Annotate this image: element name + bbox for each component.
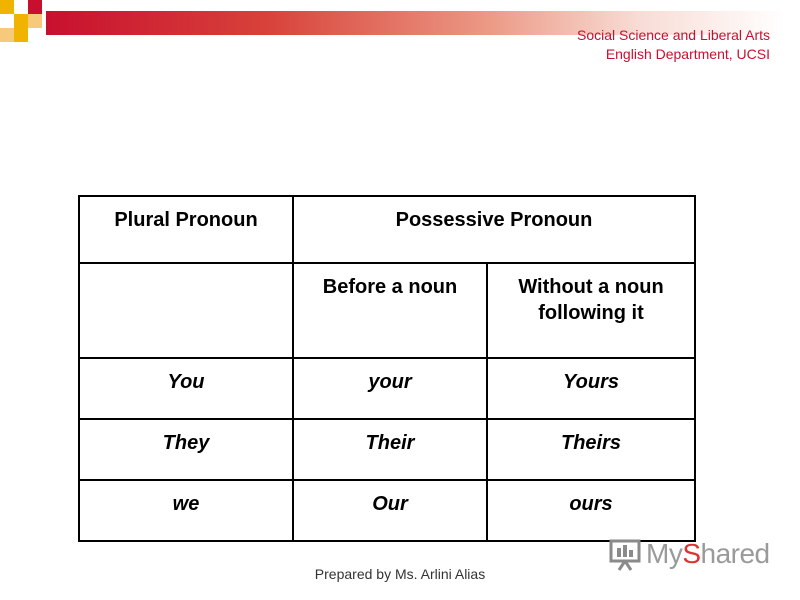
footer-credit: Prepared by Ms. Arlini Alias xyxy=(314,566,486,582)
without-noun-cell: Yours xyxy=(487,358,695,419)
table-subheader-row xyxy=(79,263,695,358)
before-noun-cell: your xyxy=(293,358,487,419)
without-noun-cell: Theirs xyxy=(487,419,695,480)
table-header-row xyxy=(79,196,695,263)
table-row xyxy=(79,358,695,419)
pronoun-table xyxy=(78,195,696,542)
plural-cell: we xyxy=(79,480,293,541)
before-noun-header: Before a noun xyxy=(293,263,487,358)
department-header xyxy=(577,26,770,64)
without-noun-cell: ours xyxy=(487,480,695,541)
plural-cell: They xyxy=(79,419,293,480)
empty-cell xyxy=(79,263,293,358)
before-noun-cell: Our xyxy=(293,480,487,541)
header-line-1: Social Science and Liberal Arts xyxy=(577,27,770,43)
plural-cell: You xyxy=(79,358,293,419)
before-noun-cell: Their xyxy=(293,419,487,480)
table-row xyxy=(79,419,695,480)
watermark-text: MyShared xyxy=(646,538,770,569)
without-noun-header: Without a noun following it xyxy=(487,263,695,358)
header-line-2: English Department, UCSI xyxy=(605,46,770,62)
table-row xyxy=(79,480,695,541)
possessive-pronoun-header: Possessive Pronoun xyxy=(293,196,695,263)
plural-pronoun-header: Plural Pronoun xyxy=(79,196,293,263)
